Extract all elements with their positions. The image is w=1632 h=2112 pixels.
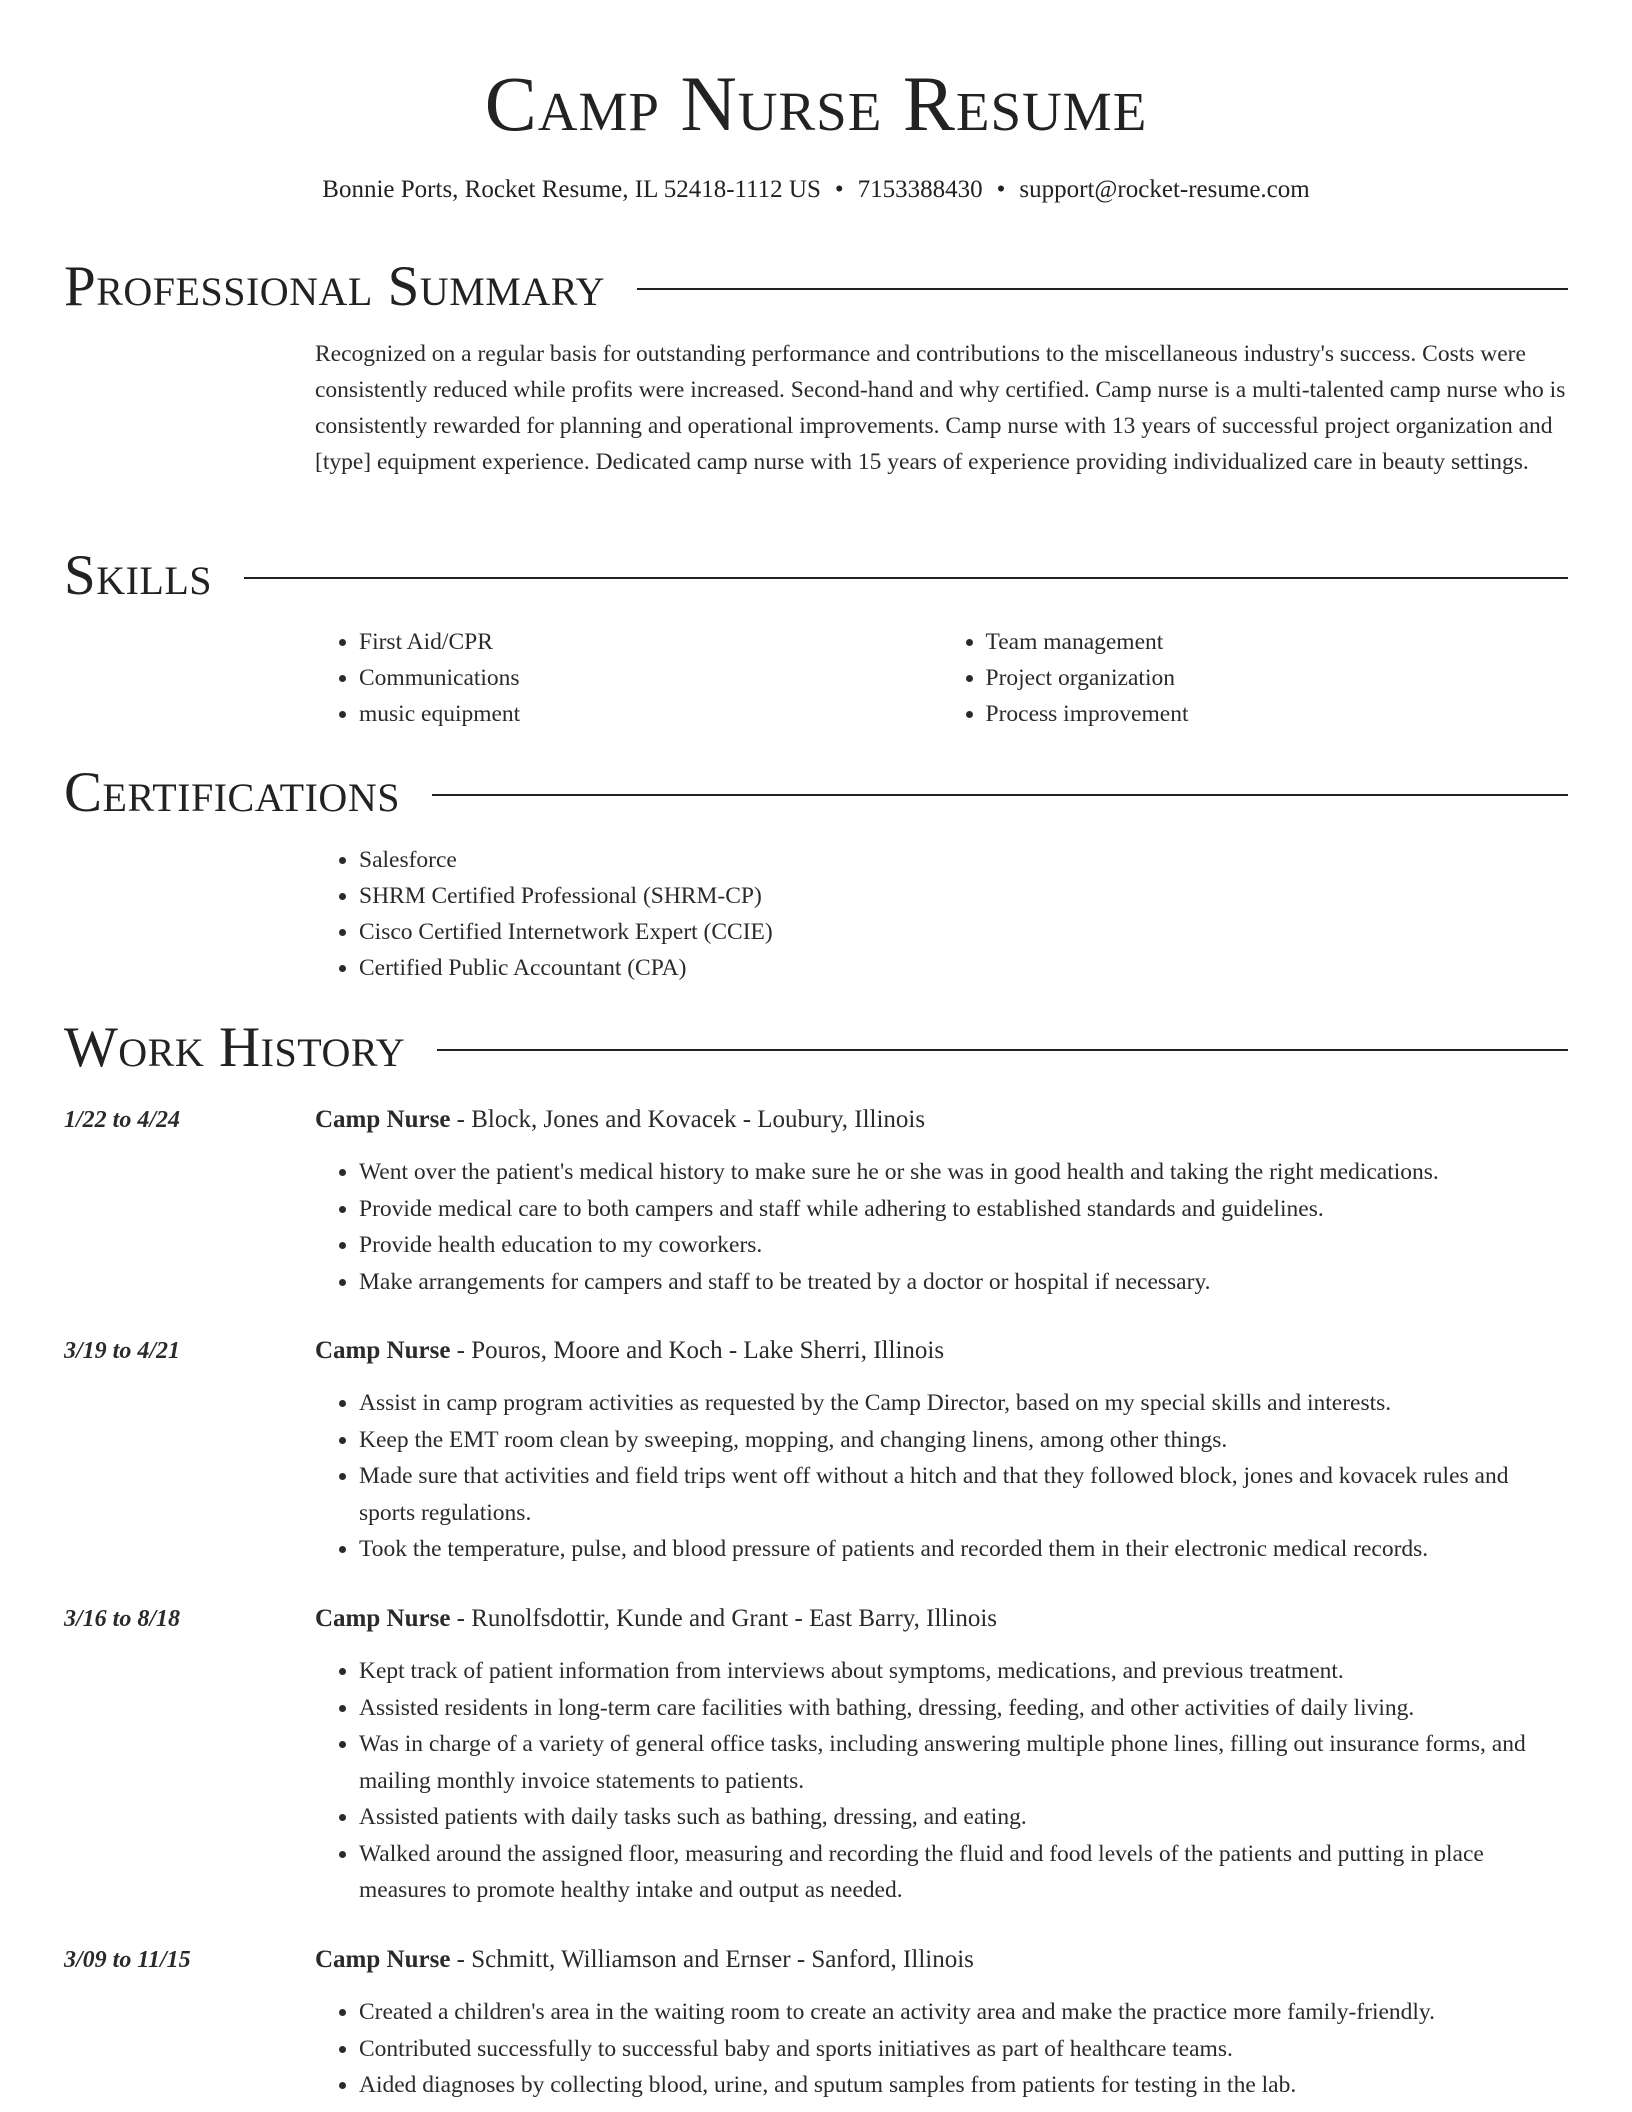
skill-item: • Project organization [986, 660, 1569, 696]
certifications-body [315, 842, 1568, 986]
duty-item: • Created a children's area in the waiting room to create an activity area and make the practice more family-friendly. [359, 1994, 1568, 2031]
duty-item: • Went over the patient's medical history to make sure he or she was in good health and taking the right medications. [359, 1154, 1568, 1191]
certification-item: • Certified Public Accountant (CPA) [359, 950, 1568, 986]
skills-heading: Skills [64, 544, 213, 607]
job-title-line [315, 1333, 1568, 1369]
job-duties [315, 1994, 1568, 2104]
summary-heading: Professional Summary [64, 255, 606, 318]
section-divider [432, 794, 1568, 796]
duty-item: • Kept track of patient information from interviews about symptoms, medications, and previous treatment. [359, 1653, 1568, 1690]
certifications-heading: Certifications [64, 761, 400, 824]
summary-body [315, 336, 1568, 480]
duty-item: • Aided diagnoses by collecting blood, urine, and sputum samples from patients for testing in the lab. [359, 2067, 1568, 2104]
certification-item: • Cisco Certified Internetwork Expert (CCIE) [359, 914, 1568, 950]
work-history-heading: Work History [64, 1016, 406, 1079]
summary-text: Recognized on a regular basis for outstanding performance and contributions to the miscellaneous industry's success. Costs were consistently reduced while profits were increased. Second-hand and why certified. Camp nurse is a multi-talented camp nurse who is consistently rewarded for planning and operational improvements. Camp nurse with 13 years of successful project organization and [type] equipment experience. Dedicated camp nurse with 15 years of experience providing individualized care in beauty settings. [315, 341, 1566, 475]
job-title-line [315, 1102, 1568, 1138]
job-role: Camp Nurse [315, 1605, 451, 1632]
job-employer: - Block, Jones and Kovacek - Loubury, Illinois [450, 1106, 926, 1133]
job-role: Camp Nurse [315, 1337, 451, 1364]
skills-list-right [942, 624, 1569, 732]
duty-item: • Keep the EMT room clean by sweeping, mopping, and changing linens, among other things. [359, 1422, 1568, 1459]
job-dates: 3/16 to 8/18 [64, 1606, 181, 1632]
certifications-section-header [64, 758, 1568, 828]
work-history-section-header [64, 1013, 1568, 1083]
job-employer: - Schmitt, Williamson and Ernser - Sanford, Illinois [450, 1946, 974, 1973]
duty-item: • Make arrangements for campers and staff to be treated by a doctor or hospital if necessary. [359, 1264, 1568, 1301]
job-role: Camp Nurse [315, 1946, 451, 1973]
job-duties [315, 1653, 1568, 1909]
duty-item: • Assist in camp program activities as requested by the Camp Director, based on my special skills and interests. [359, 1385, 1568, 1422]
skills-list-left [315, 624, 942, 732]
skill-item: • Process improvement [986, 696, 1569, 732]
contact-separator: • [996, 176, 1006, 203]
duty-item: • Made sure that activities and field trips went off without a hitch and that they followed block, jones and kovacek rules and sports regulations. [359, 1458, 1568, 1531]
summary-section-header [64, 252, 1568, 322]
job-dates: 1/22 to 4/24 [64, 1107, 181, 1133]
skill-item: • Communications [359, 660, 942, 696]
certification-item: • SHRM Certified Professional (SHRM-CP) [359, 878, 1568, 914]
job-dates: 3/19 to 4/21 [64, 1338, 181, 1364]
skills-section-header [64, 541, 1568, 611]
duty-item: • Was in charge of a variety of general office tasks, including answering multiple phone lines, filling out insurance forms, and mailing monthly invoice statements to patients. [359, 1726, 1568, 1799]
job-employer: - Pouros, Moore and Koch - Lake Sherri, Illinois [450, 1337, 945, 1364]
skills-body [315, 624, 1568, 732]
duty-item: • Assisted patients with daily tasks such as bathing, dressing, and eating. [359, 1799, 1568, 1836]
job-dates: 3/09 to 11/15 [64, 1947, 191, 1973]
resume-title: Camp Nurse Resume [484, 60, 1148, 147]
skill-item: • Team management [986, 624, 1569, 660]
duty-item: • Provide medical care to both campers and staff while adhering to established standards and guidelines. [359, 1191, 1568, 1228]
skills-columns [315, 624, 1568, 732]
contact-email[interactable]: support@rocket-resume.com [1019, 176, 1310, 203]
duty-item: • Assisted residents in long-term care facilities with bathing, dressing, feeding, and other activities of daily living. [359, 1690, 1568, 1727]
contact-address: Bonnie Ports, Rocket Resume, IL 52418-1112 US [322, 176, 821, 203]
job-role: Camp Nurse [315, 1106, 451, 1133]
duty-item: • Took the temperature, pulse, and blood pressure of patients and recorded them in their electronic medical records. [359, 1531, 1568, 1568]
duty-item: • Walked around the assigned floor, measuring and recording the fluid and food levels of the patients and putting in place measures to promote healthy intake and output as needed. [359, 1836, 1568, 1909]
job-title-line [315, 1942, 1568, 1978]
duty-item: • Provide health education to my coworkers. [359, 1227, 1568, 1264]
skill-item: • First Aid/CPR [359, 624, 942, 660]
job-duties [315, 1154, 1568, 1300]
certification-item: • Salesforce [359, 842, 1568, 878]
job-employer: - Runolfsdottir, Kunde and Grant - East Barry, Illinois [450, 1605, 998, 1632]
contact-phone[interactable]: 7153388430 [857, 176, 983, 203]
job-duties [315, 1385, 1568, 1568]
section-divider [244, 577, 1568, 579]
contact-separator: • [834, 176, 844, 203]
section-divider [637, 288, 1568, 290]
section-divider [437, 1049, 1568, 1051]
skill-item: • music equipment [359, 696, 942, 732]
certifications-list [315, 842, 1568, 986]
duty-item: • Contributed successfully to successful baby and sports initiatives as part of healthcare teams. [359, 2031, 1568, 2068]
contact-line [0, 174, 1632, 206]
job-title-line [315, 1601, 1568, 1637]
